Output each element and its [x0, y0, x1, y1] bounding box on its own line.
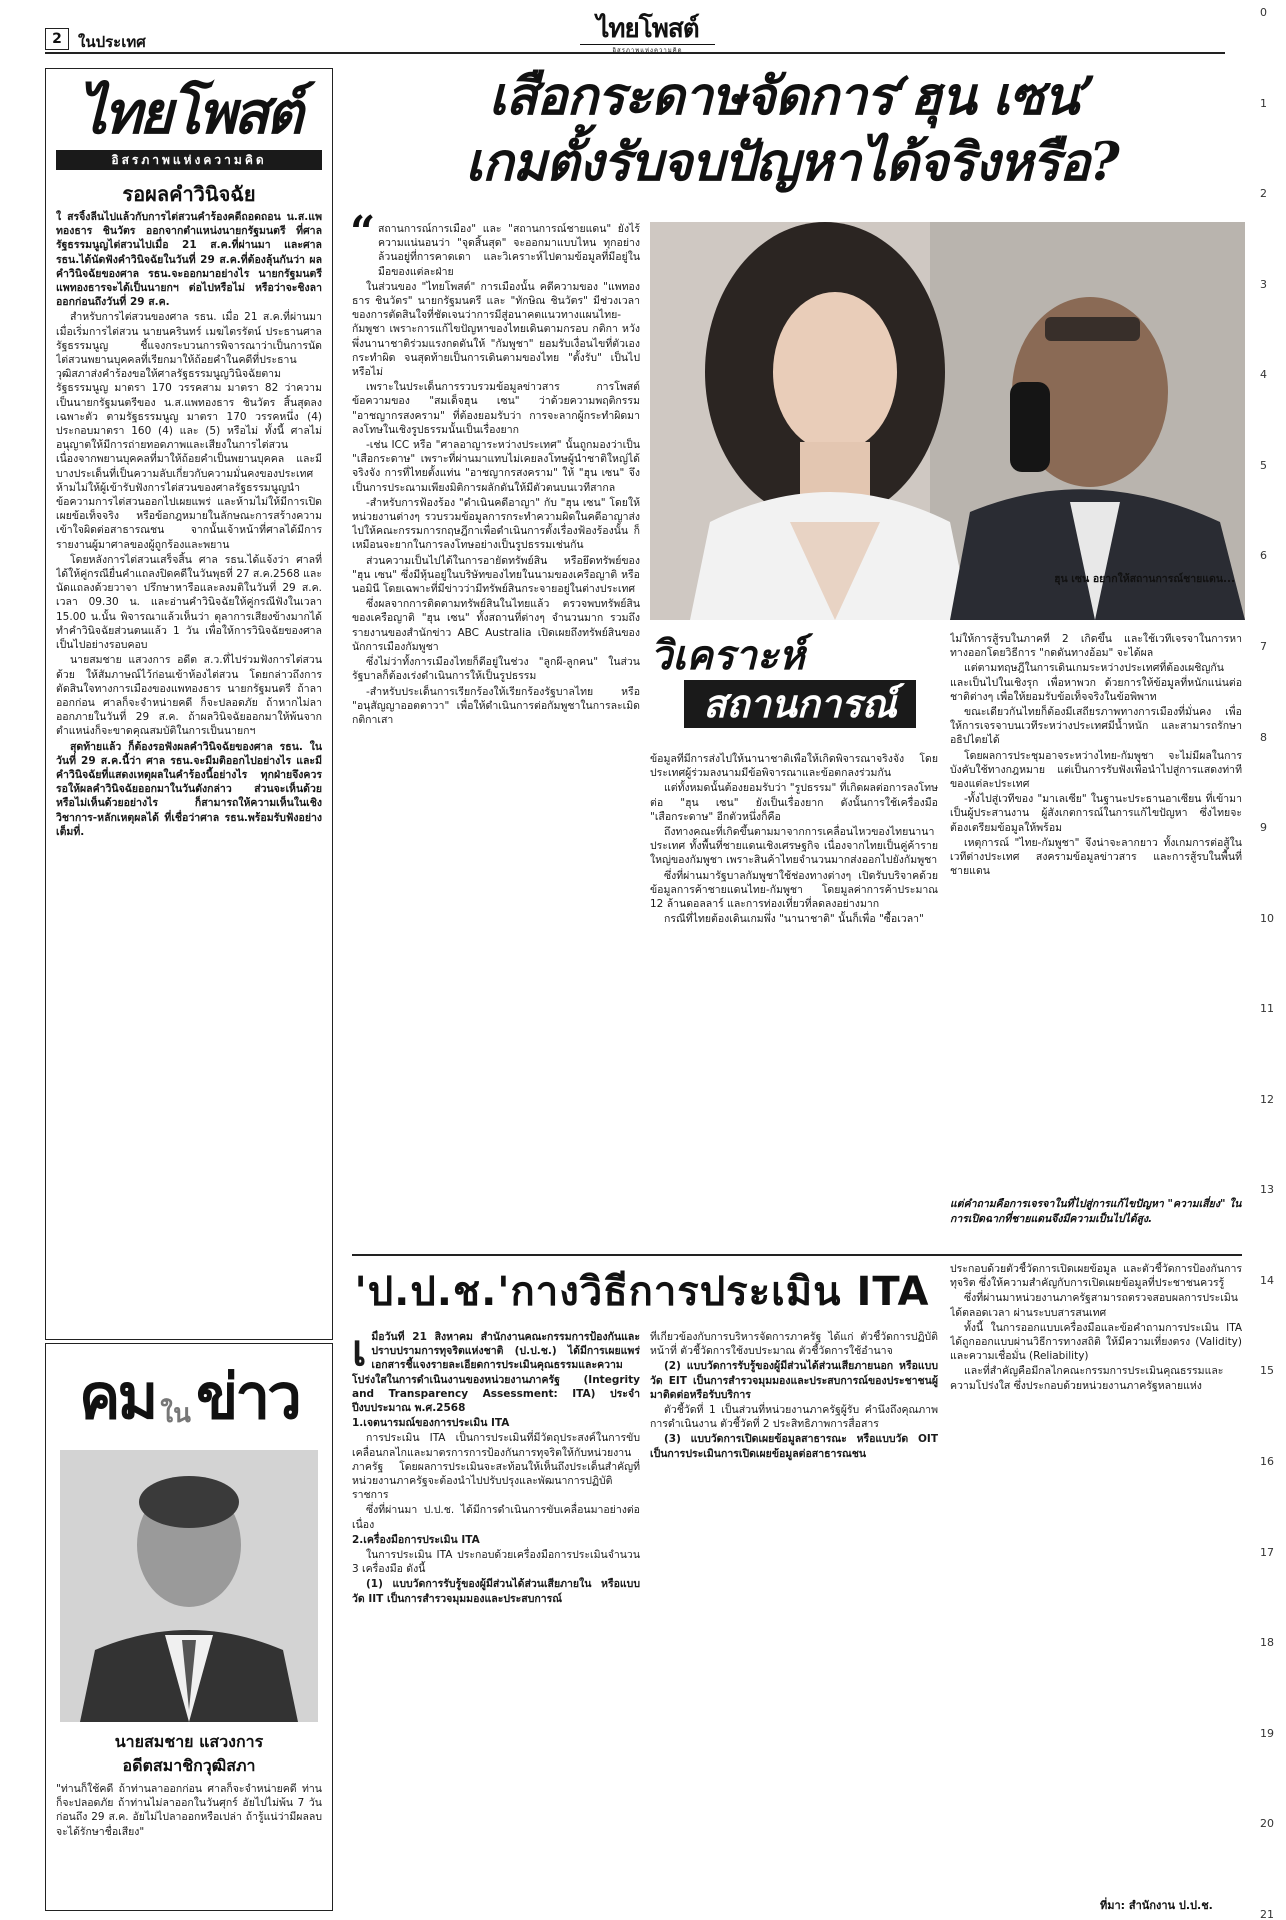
ita-subhead: 2.เครื่องมือการประเมิน ITA — [352, 1533, 480, 1546]
article-paragraph: ไม่ให้การสู้รบในภาคที่ 2 เกิดขึ้น และใช้เวทีเจรจาในการหาทางออกโดยวิธีการ "กดดันทางอ้อม" จะได้ผล — [950, 633, 1242, 660]
editorial-paragraph: สำหรับการไต่สวนของศาล รธน. เมื่อ 21 ส.ค.ที่ผ่านมา เมื่อเริ่มการไต่สวน นายนครินทร์ เมฆไตรรัตน์ ประธานศาลรัฐธรรมนูญ ชี้แจงกระบวนการพิจารณาว่าเป็นการนัดไต่สวนพยานบุคคลที่เรียกมาให้ถ้อยคำในคดีที่ประธานวุฒิสภาส่งคำร้องขอให้ศาลรัฐธรรมนูญวินิจฉัยตามรัฐธรรมนูญ มาตรา 170 วรรคสาม มาตรา 82 ว่าความเป็นนายกรัฐมนตรีของ น.ส.แพทองธาร ชินวัตร สิ้นสุดลงเฉพาะตัว ตามรัฐธรรมนูญ มาตรา 170 วรรคหนึ่ง (4) ประกอบมาตรา 160 (4) และ (5) หรือไม่ ทั้งนี้ ศาลไม่อนุญาตให้มีการถ่ายทอดภาพและเสียงในการไต่สวน เนื่องจากพยานบุคคลที่มาให้ถ้อยคำเป็นพยานบุคคล และมีบางประเด็นที่เป็นความลับเกี่ยวกับความมั่นคงของประเทศ ห้ามไม่ให้ผู้เข้ารับฟังการไต่สวนของศาลรัฐธรรมนูญนำข้อความการไต่สวนออกไปเผยแพร่ และห้ามไม่ให้มีการเปิดเผยข้อเท็จจริง หรือข้อกฎหมายในลักษณะการสร้างความเข้าใจผิดต่อสาธารณชน จากนั้นเจ้าหน้าที่ศาลได้มีการรายงานผู้มาศาลของผู้ถูกร้องและพยาน — [56, 311, 322, 551]
ita-column-3 — [950, 1262, 1242, 1892]
section-label: ในประเทศ — [78, 33, 146, 51]
article-paragraph: เหตุการณ์ "ไทย-กัมพูชา" จึงน่าจะลากยาว ทั้งเกมการต่อสู้ในเวทีต่างประเทศ สงครามข้อมูลข่าวสาร และการสู้รบในพื้นที่ชายแดน — [950, 836, 1242, 878]
article-paragraph: ในส่วนของ "ไทยโพสต์" การเมืองนั้น คดีความของ "แพทองธาร ชินวัตร" นายกรัฐมนตรี และ "ทักษิณ ชินวัตร" มีช่วงเวลาของการตัดสินใจที่ชัดเจนว่าการมีสู่อนาคตแนวทางแผนไทย-กัมพูชา เพราะการแก้ไขปัญหาของไทยเดินตามกรอบ กติกา หวังพึ่งนานาชาติร่วมแรงกดดันให้ "กัมพูชา" ยอมรับเงื่อนไขที่ตัวเองกระทำผิด จนสุดท้ายเป็นการเดินตามของไทย "ตั้งรับ" เป็นไปหรือไม่ — [352, 280, 640, 379]
ruler-mark: 4 — [1260, 368, 1267, 382]
article-paragraph: เพราะในประเด็นการรวบรวมข้อมูลข่าวสาร การโพสต์ข้อความของ "สมเด็จฮุน เซน" ว่าด้วยความพฤติกรรม "อาชญากรสงคราม" ที่ต้องยอมรับว่า การจะลากผู้กระทำผิดมาลงโทษในเชิงรูปธรรมนั้นเป็นเรื่องยาก — [352, 381, 640, 436]
ita-column-2 — [650, 1330, 938, 1912]
ruler-mark: 8 — [1260, 730, 1267, 744]
masthead-logo — [580, 14, 715, 54]
ruler-mark: 3 — [1260, 277, 1267, 291]
article-paragraph: สถานการณ์การเมือง" และ "สถานการณ์ชายแดน" ยังไร้ความแน่นอนว่า "จุดสิ้นสุด" จะออกมาแบบไหน ทุกอย่างล้วนอยู่ที่การคาดเดา และวิเคราะห์ไปตามข้อมูลที่มีอยู่ในมือของแต่ละฝ่าย — [378, 223, 640, 278]
ita-paragraph: (2) แบบวัดการรับรู้ของผู้มีส่วนได้ส่วนเสียภายนอก หรือแบบวัด EIT เป็นการสำรวจมุมมองและประสบการณ์ของประชาชนผู้มาติดต่อหรือรับบริการ — [650, 1360, 938, 1401]
ita-column-1 — [352, 1330, 640, 1912]
article-paragraph: ถึงทางคณะที่เกิดขึ้นตามมาจากการเคลื่อนไหวของไทยนานาประเทศ ทั้งพื้นที่ชายแดนเชิงเศรษฐกิจ เนื่องจากไทยเป็นคู่ค้ารายใหญ่ของกัมพูชา เพราะสินค้าไทยจำนวนมากส่งออกไปยังกัมพูชา — [650, 826, 938, 867]
ita-paragraph: ซึ่งที่ผ่านมา ป.ป.ช. ได้มีการดำเนินการขับเคลื่อนมาอย่างต่อเนื่อง — [352, 1504, 640, 1531]
main-article-column-3 — [950, 632, 1242, 1187]
person-name: นายสมชาย แสวงการ — [114, 1732, 264, 1751]
article-paragraph: โดยผลการประชุมอาจระหว่างไทย-กัมพูชา จะไม่มีผลในการบังคับใช้ทางกฎหมาย แต่เป็นการรับฟังเพื่อนำไปสู่การแสดงท่าทีของแต่ละประเทศ — [950, 749, 1242, 791]
ruler-mark: 2 — [1260, 187, 1267, 201]
section-divider — [352, 1254, 1242, 1256]
article-paragraph: แต่ตามทฤษฎีในการเดินเกมระหว่างประเทศที่ต้องเผชิญกันและเป็นไปในเชิงรุก เพื่อหาพวก ด้วยการให้ข้อมูลที่หนักแน่นต่อชาติต่างๆ เพื่อให้ยอมรับข้อเท็จจริงในข้อพิพาท — [950, 662, 1242, 703]
column-logo-bottom: สถานการณ์ — [684, 680, 916, 728]
ruler-mark: 17 — [1260, 1545, 1274, 1559]
ruler-mark: 21 — [1260, 1907, 1274, 1920]
main-article-column-2 — [650, 752, 938, 1242]
ruler-mark: 1 — [1260, 96, 1267, 110]
kom-nai-khao-logo — [56, 1352, 322, 1442]
ruler-mark: 14 — [1260, 1273, 1274, 1287]
article-paragraph: ขณะเดียวกันไทยก็ต้องมีเสถียรภาพทางการเมืองที่มั่นคง เพื่อให้การเจรจาบนเวทีระหว่างประเทศมีน้ำหนัก และสามารถรักษาอธิปไตยได้ — [950, 706, 1242, 747]
ruler-mark: 15 — [1260, 1364, 1274, 1378]
person-photo — [60, 1450, 318, 1722]
ita-paragraph: (3) แบบวัดการเปิดเผยข้อมูลสาธารณะ หรือแบบวัด OIT เป็นการประเมินการเปิดเผยข้อมูลต่อสาธารณชน — [650, 1433, 938, 1460]
article-paragraph: ซึ่งผลจากการติดตามทรัพย์สินในไทยแล้ว ตรวจพบทรัพย์สินของเครือญาติ "ฮุน เซน" ทั้งสถานที่ต่างๆ จำนวนมาก รวมถึงรายงานของสำนักข่าว ABC Australia เปิดเผยถึงทรัพย์สินของนักการเมืองกัมพูชา — [352, 598, 640, 653]
photo-illustration — [650, 222, 1245, 620]
person-position: อดีตสมาชิกวุฒิสภา — [122, 1756, 256, 1775]
ita-headline: 'ป.ป.ช.'กางวิธีการประเมิน ITA — [354, 1269, 930, 1315]
ita-source: ที่มา: สำนักงาน ป.ป.ช. — [1100, 1899, 1213, 1912]
logo-nai: ใน — [160, 1399, 191, 1429]
quote-mark: “ — [350, 207, 376, 258]
editorial-tagline: อิสรภาพแห่งความคิด — [56, 150, 322, 170]
ruler-mark: 20 — [1260, 1817, 1274, 1831]
column-logo-top: วิเคราะห์ — [650, 632, 805, 679]
ita-lead: มื่อวันที่ 21 สิงหาคม สำนักงานคณะกรรมการป้องกันและปราบปรามการทุจริตแห่งชาติ (ป.ป.ช.) ได้มีการเผยแพร่เอกสารชี้แจงรายละเอียดการประเมินคุณธรรมและความโปร่งใสในการดำเนินงานของหน่วยงานภาครัฐ (Integrity and Transparency Assessment: ITA) ประจำปีงบประมาณ พ.ศ.2568 — [352, 1331, 640, 1415]
article-paragraph: แต่ทั้งหมดนั้นต้องยอมรับว่า "รูปธรรม" ที่เกิดผลต่อการลงโทษต่อ "ฮุน เซน" ยังเป็นเรื่องยาก ดังนั้นการใช้เครื่องมือ "เสือกระดาษ" อีกตัวหนึ่งก็คือ — [650, 782, 938, 823]
photo-caption: ฮุน เซน อยากให้สถานการณ์ชายแดน... — [1054, 573, 1235, 585]
ruler-mark: 11 — [1260, 1002, 1274, 1016]
ita-dropcap: เ — [352, 1330, 367, 1375]
masthead-tagline: อิสรภาพแห่งความคิด — [580, 44, 715, 55]
editorial-paragraph: นายสมชาย แสวงการ อดีต ส.ว.ที่ไปร่วมฟังการไต่สวนด้วย ให้สัมภาษณ์ไว้ก่อนเข้าห้องไต่สวน โดยกล่าวถึงการตัดสินใจทางการเมืองของแพทองธาร นายกรัฐมนตรี ถ้าลาออกก่อน ศาลก็จะจำหน่ายคดี ก็จะปลอดภัย ถ้าหากไม่ลาออกภายในวันที่ 29 ส.ค. ถ้าผลวินิจฉัยออกมาให้พ้นจากตำแหน่งก็จะขาดคุณสมบัติในการเป็นนายกฯ — [56, 654, 322, 738]
ruler-mark: 5 — [1260, 458, 1267, 472]
logo-khao: ข่าว — [195, 1360, 299, 1433]
logo-kom: คม — [78, 1360, 156, 1433]
ruler-mark: 19 — [1260, 1726, 1274, 1740]
main-article-column-1 — [352, 222, 640, 1242]
article-paragraph: -สำหรับประเด็นการเรียกร้องให้เรียกร้องรัฐบาลไทย หรือ "อนุสัญญาออตตาวา" เพื่อให้ดำเนินการต่อกัมพูชาในการละเมิดกติกาเสา — [352, 685, 640, 726]
article-paragraph: ซึ่งที่ผ่านมารัฐบาลกัมพูชาใช้ช่องทางต่างๆ เปิดรับบริจาคด้วยข้อมูลการค้าชายแดนไทย-กัมพูชา โดยมูลค่าการค้าประมาณ 12 ล้านดอลลาร์ และการท่องเที่ยวที่ลดลงอย่างมาก — [650, 869, 938, 911]
editorial-paragraph: โดยหลังการไต่สวนเสร็จสิ้น ศาล รธน.ได้แจ้งว่า ศาลที่ได้ให้คู่กรณียื่นคำแถลงปิดคดีในวันพุธที่ 27 ส.ค.2568 และนัดแถลงด้วยวาจา ปรึกษาหารือและลงมติในวันที่ 29 ส.ค. เวลา 09.30 น. และอ่านคำวินิจฉัยให้คู่กรณีฟังในเวลา 15.00 น.นั้น พิจารณาแล้วเห็นว่า ตุลาการเสียงข้างมากได้ทำคำวินิจฉัยส่วนตนแล้ว 1 วัน เพื่อให้การวินิจฉัยของศาลเป็นไปอย่างรอบคอบ — [56, 553, 322, 652]
article-paragraph: กรณีที่ไทยต้องเดินเกมพึ่ง "นานาชาติ" นั้นก็เพื่อ "ซื้อเวลา" — [664, 913, 924, 926]
ruler-mark: 0 — [1260, 6, 1267, 19]
ita-paragraph: (1) แบบวัดการรับรู้ของผู้มีส่วนได้ส่วนเสียภายใน หรือแบบวัด IIT เป็นการสำรวจมุมมองและประสบการณ์ — [352, 1578, 640, 1605]
ita-paragraph: ตัวชี้วัดที่ 1 เป็นส่วนที่หน่วยงานภาครัฐผู้รับ คำนึงถึงคุณภาพการดำเนินงาน ตัวชี้วัดที่ 2 ประสิทธิภาพการสื่อสาร — [650, 1404, 938, 1431]
ruler-mark: 10 — [1260, 911, 1274, 925]
ita-subhead: 1.เจตนารมณ์ของการประเมิน ITA — [352, 1417, 510, 1430]
ita-paragraph: ทั้งนี้ ในการออกแบบเครื่องมือและข้อคำถามการประเมิน ITA ได้ถูกออกแบบผ่านวิธีการทางสถิติ ให้มีความเที่ยงตรง (Validity) และความเชื่อมั่น (Reliability) — [950, 1321, 1242, 1363]
ruler-mark: 6 — [1260, 549, 1267, 563]
ita-paragraph: การประเมิน ITA เป็นการประเมินที่มีวัตถุประสงค์ในการขับเคลื่อนกลไกและมาตรการการป้องกันการทุจริตให้กับหน่วยงานภาครัฐ โดยผลการประเมินจะสะท้อนให้เห็นถึงประเด็นสำคัญที่หน่วยงานภาครัฐจะต้องนำไปปรับปรุงและพัฒนาการปฏิบัติราชการ — [352, 1432, 640, 1502]
ruler-mark: 9 — [1260, 821, 1267, 835]
headline-line-1: เสือกระดาษจัดการ‘ฮุน เซน’ — [488, 66, 1096, 127]
ruler-mark: 12 — [1260, 1092, 1274, 1106]
person-portrait — [60, 1450, 318, 1722]
article-paragraph: ส่วนความเป็นไปได้ในการอายัดทรัพย์สิน หรือยึดทรัพย์ของ "ฮุน เซน" ซึ่งมีหุ้นอยู่ในบริษัทของไทยในนามของเครือญาติ หรือนอมินี โดยเฉพาะที่มีข่าวว่ามีทรัพย์สินกระจายอยู่ในต่างประเทศ — [352, 554, 640, 596]
ruler-mark: 13 — [1260, 1183, 1274, 1197]
ruler-mark: 18 — [1260, 1636, 1274, 1650]
article-paragraph: -สำหรับการฟ้องร้อง "ดำเนินคดีอาญา" กับ "ฮุน เซน" โดยให้หน่วยงานต่างๆ รวบรวมข้อมูลการกระทำความผิดในคดีอาญาส่งไปให้คณะกรรมการกฤษฎีกาเพื่อดำเนินการตั้งเรื่องฟ้องร้องนั้น ก็เหมือนจะยากในการลงโทษอย่างเป็นรูปธรรมเช่นกัน — [352, 496, 640, 552]
article-paragraph: -เช่น ICC หรือ "ศาลอาญาระหว่างประเทศ" นั้นถูกมองว่าเป็น "เสือกระดาษ" เพราะที่ผ่านมาแทบไม่เคยลงโทษผู้นำชาติใหญ่ได้จริงจัง การที่ไทยตั้งแท่น "อาชญากรสงคราม" ให้ "ฮุน เซน" จึงเป็นการประณามเพียงมิติการผลักดันให้มีตัวตนบนเวทีสากล — [352, 439, 640, 494]
ita-paragraph: ซึ่งที่ผ่านมาหน่วยงานภาครัฐสามารถตรวจสอบผลการประเมินได้ตลอดเวลา ผ่านระบบสารสนเทศ — [950, 1292, 1238, 1319]
editorial-logo: ไทยโพสต์ — [77, 79, 301, 147]
ita-paragraph: ในการประเมิน ITA ประกอบด้วยเครื่องมือการประเมินจำนวน 3 เครื่องมือ ดังนี้ — [352, 1549, 640, 1576]
headline-line-2: เกมตั้งรับจบปัญหาได้จริงหรือ? — [465, 132, 1119, 193]
masthead-name: ไทยโพสต์ — [596, 14, 699, 44]
editorial-paragraph: ใ สรจิ้งลีนไปแล้วกับการไต่สวนคำร้องคดีถอดถอน น.ส.แพทองธาร ชินวัตร ออกจากตำแหน่งนายกรัฐมนตรี ที่ศาลรัฐธรรมนูญไต่สวนไปเมื่อ 21 ส.ค.ที่ผ่านมา และศาล รธน.ได้นัดฟังคำวินิจฉัยในวันที่ 29 ส.ค.ที่ต้องลุ้นกันว่า ผลคำวินิจฉัยของศาล รธน.จะออกมาอย่างไร นายกรัฐมนตรีแพทองธารจะได้เป็นนายกฯ ต่อไปหรือไม่ หรือว่าจะชิงลาออกก่อนถึงวันที่ 29 ส.ค. — [56, 211, 322, 309]
news-photo — [650, 222, 1245, 620]
ita-paragraph: ที่เกี่ยวข้องกับการบริหารจัดการภาครัฐ ได้แก่ ตัวชี้วัดการปฏิบัติหน้าที่ ตัวชี้วัดการใช้งบประมาณ ตัวชี้วัดการใช้อำนาจ — [650, 1331, 938, 1358]
main-headline — [352, 64, 1232, 196]
page-ruler — [1250, 0, 1286, 1920]
ita-paragraph — [352, 1330, 640, 1415]
article-closing: แต่คำถามคือการเจรจาในที่ไปสู่การแก้ไขปัญหา "ความเสี่ยง" ในการเปิดฉากที่ชายแดนจึงมีความเป็นไปได้สูง. — [950, 1198, 1242, 1225]
ita-paragraph: และที่สำคัญคือมีกลไกคณะกรรมการประเมินคุณธรรมและความโปร่งใส ซึ่งประกอบด้วยหน่วยงานภาครัฐหลายแห่ง — [950, 1365, 1224, 1392]
article-paragraph: ซึ่งไม่ว่าทั้งการเมืองไทยก็ดีอยู่ในช่วง "ลูกผี-ลูกคน" ในส่วนรัฐบาลก็ต้องเร่งดำเนินการให้เป็นรูปธรรม — [352, 656, 640, 683]
article-paragraph: ข้อมูลที่มีการส่งไปให้นานาชาติเพื่อให้เกิดพิจารณาจริงจัง โดยประเทศผู้ร่วมลงนามมีข้อพิจารณาและข้อตกลงร่วมกัน — [650, 753, 938, 780]
ita-paragraph: ประกอบด้วยตัวชี้วัดการเปิดเผยข้อมูล และตัวชี้วัดการป้องกันการทุจริต ซึ่งให้ความสำคัญกับการเปิดเผยข้อมูลที่ประชาชนควรรู้ — [950, 1263, 1242, 1290]
editorial-body — [56, 210, 322, 1332]
person-quote: "ท่านก็ใช้คดี ถ้าท่านลาออกก่อน ศาลก็จะจำหน่ายคดี ท่านก็จะปลอดภัย ถ้าท่านไม่ลาออกในวันศุกร์ อัยไปไม่พ้น 7 วัน ก่อนถึง 29 ส.ค. อัยไม่ไปลาออกหรือเปล่า ถ้ารู้แน่ว่ามีผลลบ จะได้รักษาชื่อเสียง" — [56, 1783, 322, 1838]
ruler-mark: 16 — [1260, 1455, 1274, 1469]
article-paragraph: -ทั้งไปสู่เวทีของ "มาเลเซีย" ในฐานะประธานอาเซียน ที่เข้ามาเป็นผู้ประสานงาน ผู้สังเกตการณ์ในการแก้ไขปัญหา ซึ่งไทยจะต้องเตรียมข้อมูลให้พร้อม — [950, 793, 1242, 834]
ruler-mark: 7 — [1260, 639, 1267, 653]
page-number: 2 — [45, 28, 69, 50]
editorial-title: รอผลคำวินิจฉัย — [122, 182, 256, 206]
editorial-paragraph: สุดท้ายแล้ว ก็ต้องรอฟังผลคำวินิจฉัยของศาล รธน. ในวันที่ 29 ส.ค.นี้ว่า ศาล รธน.จะมีมติออกไปอย่างไร และมีคำวินิจฉัยที่แสดงเหตุผลในคำร้องนี้อย่างไร ทุกฝ่ายจึงควรรอให้ผลคำวินิจฉัยออกมาในวันดังกล่าว ส่วนจะเห็นด้วยหรือไม่เห็นด้วยอย่างไร ก็สามารถให้ความเห็นในเชิงวิชาการ-หลักเหตุผลได้ ที่เชื่อว่าศาล รธน.พร้อมรับฟังอย่างเต็มที่. — [56, 740, 322, 838]
